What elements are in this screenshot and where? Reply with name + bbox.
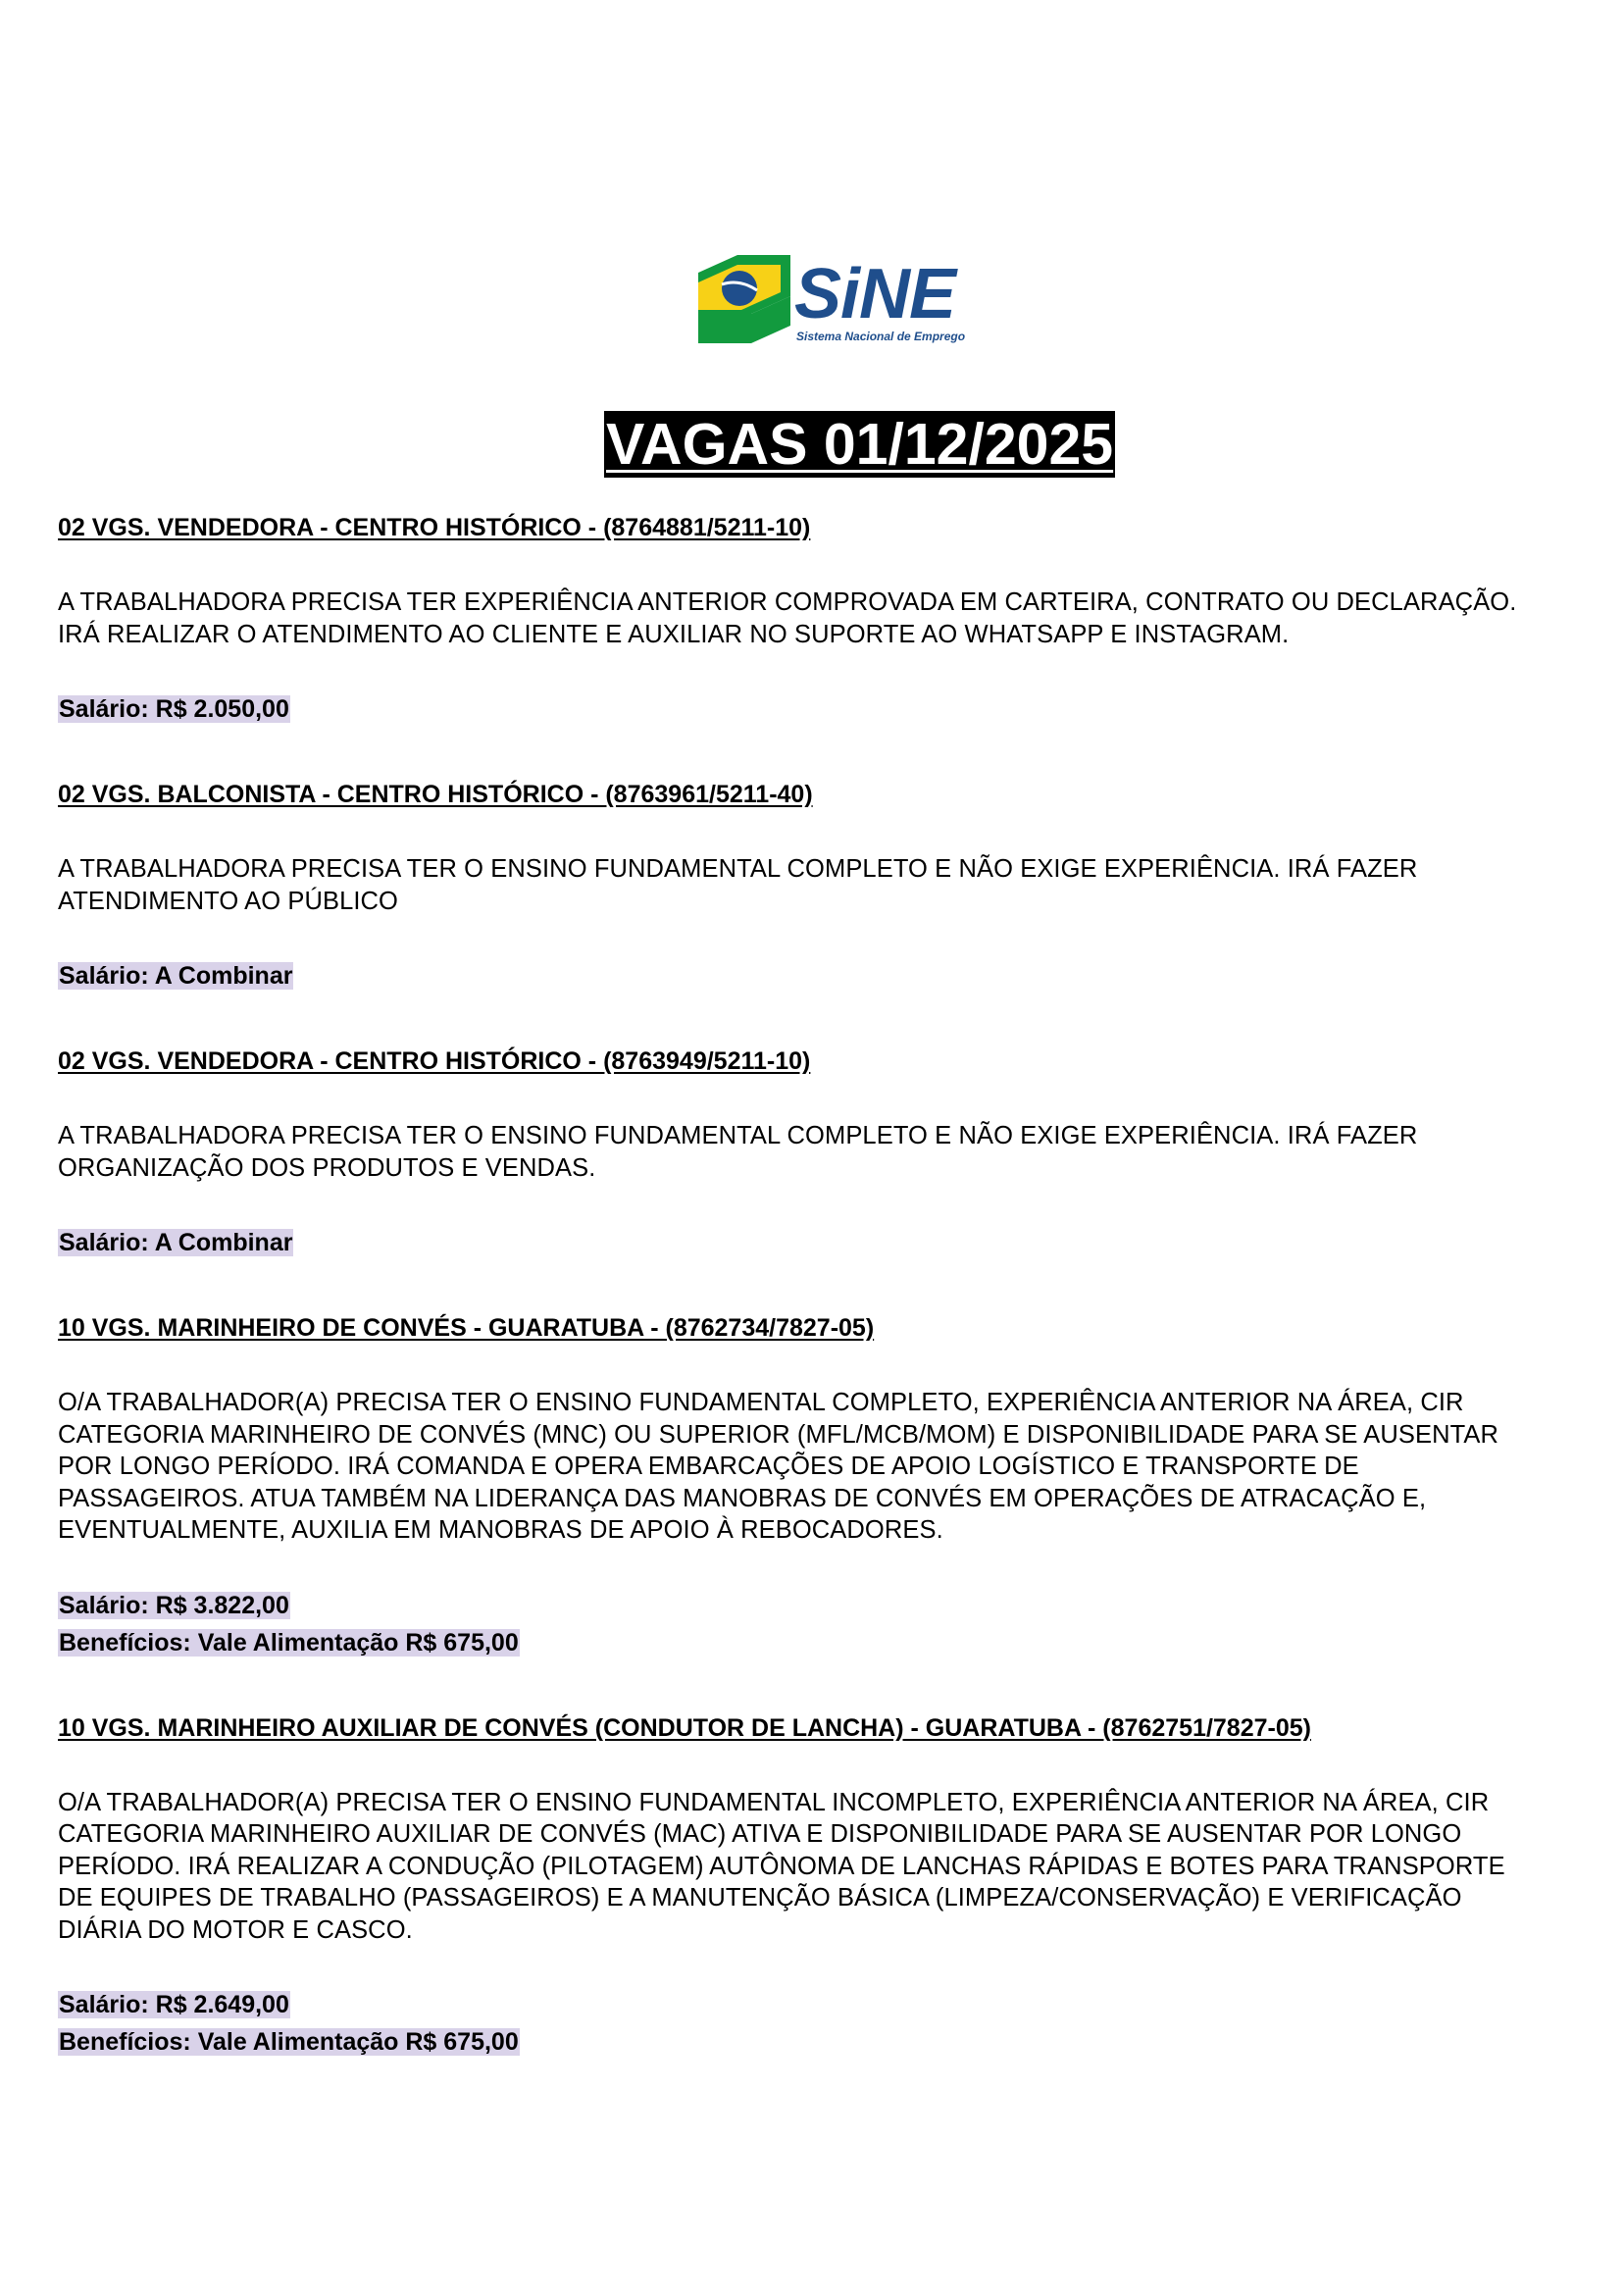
job-description: A TRABALHADORA PRECISA TER O ENSINO FUNDAMENTAL COMPLETO E NÃO EXIGE EXPERIÊNCIA. IRÁ FAZER ORGANIZAÇÃO DOS PRODUTOS E VENDAS. <box>58 1122 1418 1182</box>
job-title: 02 VGS. BALCONISTA - CENTRO HISTÓRICO - (8763961/5211-40) <box>58 781 813 808</box>
job-listing <box>58 1712 1529 2062</box>
job-listing <box>58 1312 1529 1661</box>
job-listing <box>58 512 1529 728</box>
job-title: 10 VGS. MARINHEIRO DE CONVÉS - GUARATUBA - (8762734/7827-05) <box>58 1314 875 1342</box>
job-benefits: Benefícios: Vale Alimentação R$ 675,00 <box>59 1628 519 1657</box>
job-description: O/A TRABALHADOR(A) PRECISA TER O ENSINO FUNDAMENTAL INCOMPLETO, EXPERIÊNCIA ANTERIOR NA ÁREA, CIR CATEGORIA MARINHEIRO AUXILIAR DE CONVÉS (MAC) ATIVA E DISPONIBILIDADE PARA SE AUSENTAR POR LONGO PERÍODO. IRÁ REALIZAR A CONDUÇÃO (PILOTAGEM) AUTÔNOMA DE LANCHAS RÁPIDAS E BOTES PARA TRANSPORTE DE EQUIPES DE TRABALHO (PASSAGEIROS) E A MANUTENÇÃO BÁSICA (LIMPEZA/CONSERVAÇÃO) E VERIFICAÇÃO DIÁRIA DO MOTOR E CASCO. <box>58 1788 1505 1944</box>
job-description: A TRABALHADORA PRECISA TER EXPERIÊNCIA ANTERIOR COMPROVADA EM CARTEIRA, CONTRATO OU DECLARAÇÃO. IRÁ REALIZAR O ATENDIMENTO AO CLIENTE E AUXILIAR NO SUPORTE AO WHATSAPP E INSTAGRAM. <box>58 588 1517 648</box>
logo-subtitle: Sistema Nacional de Emprego <box>796 330 966 343</box>
brazil-flag-emblem-icon <box>698 251 792 345</box>
job-salary: Salário: R$ 2.050,00 <box>59 695 289 723</box>
job-salary: Salário: A Combinar <box>59 1229 293 1256</box>
job-description: A TRABALHADORA PRECISA TER O ENSINO FUNDAMENTAL COMPLETO E NÃO EXIGE EXPERIÊNCIA. IRÁ FAZER ATENDIMENTO AO PÚBLICO <box>58 855 1418 915</box>
job-description: O/A TRABALHADOR(A) PRECISA TER O ENSINO FUNDAMENTAL COMPLETO, EXPERIÊNCIA ANTERIOR NA ÁREA, CIR CATEGORIA MARINHEIRO DE CONVÉS (MNC) OU SUPERIOR (MFL/MCB/MOM) E DISPONIBILIDADE PARA SE AUSENTAR POR LONGO PERÍODO. IRÁ COMANDA E OPERA EMBARCAÇÕES DE APOIO LOGÍSTICO E TRANSPORTE DE PASSAGEIROS. ATUA TAMBÉM NA LIDERANÇA DAS MANOBRAS DE CONVÉS EM OPERAÇÕES DE ATRACAÇÃO E, EVENTUALMENTE, AUXILIA EM MANOBRAS DE APOIO À REBOCADORES. <box>58 1389 1499 1544</box>
job-salary: Salário: R$ 3.822,00 <box>59 1591 289 1619</box>
job-salary: Salário: A Combinar <box>59 962 293 990</box>
job-title: 10 VGS. MARINHEIRO AUXILIAR DE CONVÉS (CONDUTOR DE LANCHA) - GUARATUBA - (8762751/7827-05) <box>58 1713 1311 1742</box>
job-title: 02 VGS. VENDEDORA - CENTRO HISTÓRICO - (8763949/5211-10) <box>58 1047 811 1075</box>
sine-logo <box>698 251 966 349</box>
job-listing <box>58 779 1529 994</box>
job-title: 02 VGS. VENDEDORA - CENTRO HISTÓRICO - (8764881/5211-10) <box>58 514 811 541</box>
job-listing <box>58 1045 1529 1261</box>
page-title: VAGAS 01/12/2025 <box>606 412 1114 477</box>
job-salary: Salário: R$ 2.649,00 <box>59 1991 289 2018</box>
job-list <box>58 512 1529 2112</box>
logo-wordmark: SiNE <box>794 255 956 333</box>
job-benefits: Benefícios: Vale Alimentação R$ 675,00 <box>59 2028 519 2056</box>
